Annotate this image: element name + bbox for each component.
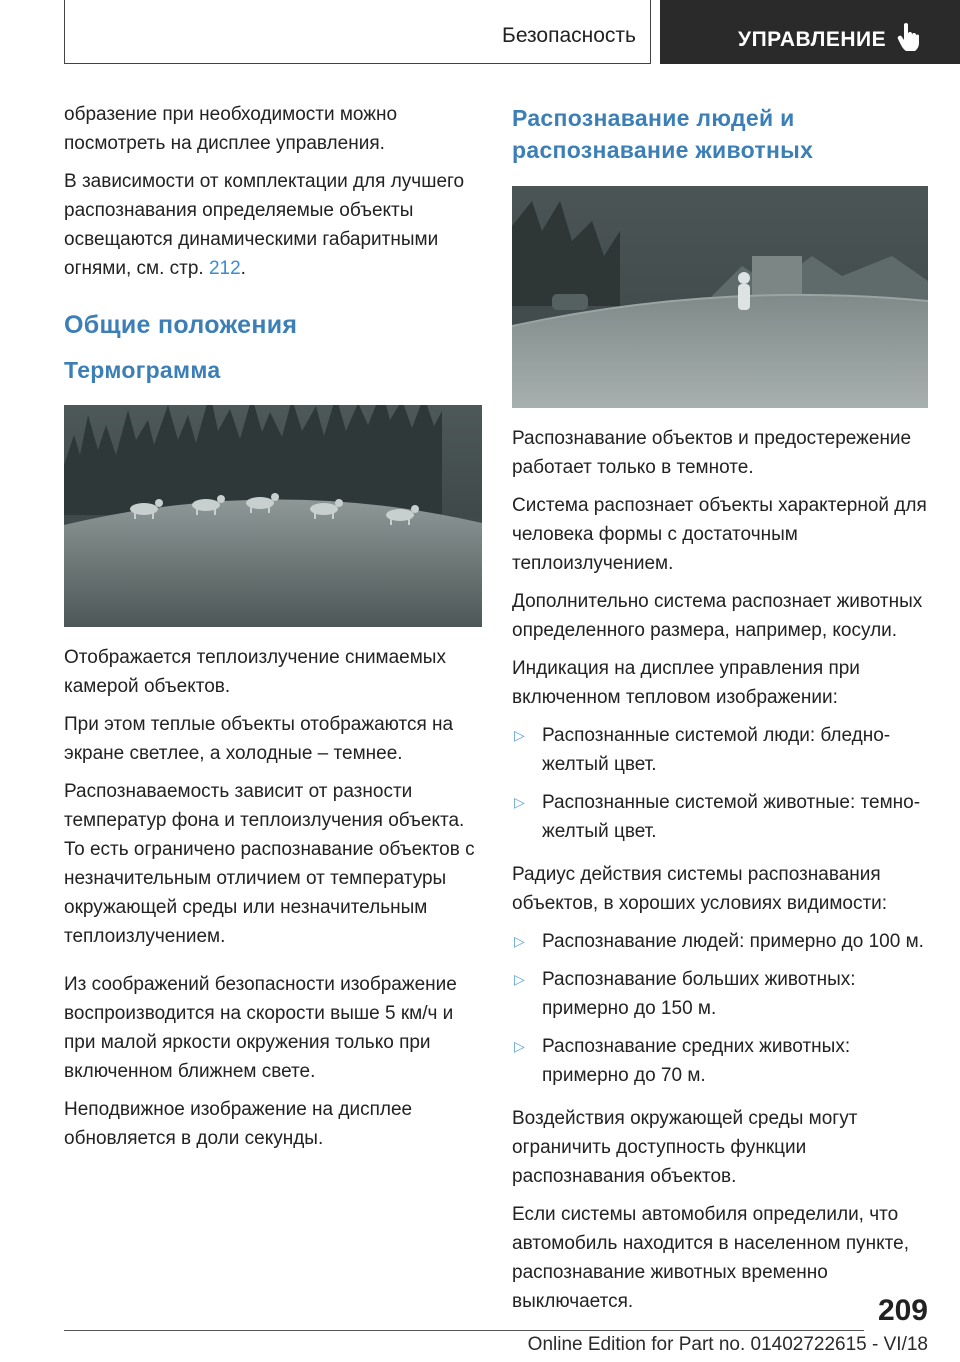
left-column	[64, 100, 482, 1162]
paragraph: Система распознает объекты характерной для человека формы с достаточным теплоизлучением.	[512, 495, 927, 574]
paragraph-end: .	[240, 258, 246, 279]
triangle-bullet-icon: ▷	[514, 727, 525, 743]
paragraph: Неподвижное изображение на дисплее обновляется в доли секунды.	[64, 1099, 413, 1149]
triangle-bullet-icon: ▷	[514, 933, 525, 949]
edition-footer: Online Edition for Part no. 01402722615 - VI/18	[527, 1334, 928, 1355]
chapter-tab-label: УПРАВЛЕНИЕ	[738, 28, 887, 51]
paragraph: образение при необходимости можно посмотреть на дисплее управления.	[64, 104, 398, 154]
list-item-text: Распознавание больших животных: примерно до 150 м.	[542, 969, 856, 1019]
paragraph: Если системы автомобиля определили, что автомобиль находится в населенном пункте, распознавание животных временно выключается.	[512, 1204, 909, 1312]
list-item	[512, 721, 930, 779]
paragraph: Дополнительно система распознает животных определенного размера, например, косули.	[512, 591, 923, 641]
list-item-text: Распознавание средних животных: примерно до 70 м.	[542, 1036, 851, 1086]
list-item	[512, 1032, 930, 1090]
header-bottom-rule	[64, 63, 651, 64]
triangle-bullet-icon: ▷	[514, 794, 525, 810]
pointing-hand-icon	[896, 22, 920, 54]
paragraph-text: В зависимости от комплектации для лучшего распознавания определяемые объекты освещаются динамическими габаритными огнями, см. стр.	[64, 171, 465, 279]
triangle-bullet-icon: ▷	[514, 1038, 525, 1054]
thermal-image-pedestrian	[512, 186, 928, 408]
triangle-bullet-icon: ▷	[514, 971, 525, 987]
paragraph: Радиус действия системы распознавания объектов, в хороших условиях видимости:	[512, 864, 888, 914]
paragraph: Воздействия окружающей среды могут ограничить доступность функции распознавания объектов.	[512, 1108, 858, 1187]
paragraph: Распознаваемость зависит от разности температур фона и теплоизлучения объекта. То есть ограничено распознавание объектов с незначительным отличием от температуры окружающей среды или незначительным теплоизлучением.	[64, 781, 475, 947]
paragraph	[64, 167, 482, 283]
list-item-text: Распознанные системой люди: бледно-желтый цвет.	[542, 725, 891, 775]
paragraph: Отображается теплоизлучение снимаемых камерой объектов.	[64, 647, 446, 697]
section-title: Безопасность	[502, 24, 636, 47]
paragraph: При этом теплые объекты отображаются на экране светлее, а холодные – темнее.	[64, 714, 454, 764]
heading-thermogram: Термограмма	[64, 357, 221, 383]
header-right-rule	[650, 0, 651, 64]
paragraph: Распознавание объектов и предостережение работает только в темноте.	[512, 428, 912, 478]
thermal-image-animals	[64, 405, 482, 627]
list-indication	[512, 721, 930, 846]
list-item-text: Распознанные системой животные: темно-желтый цвет.	[542, 792, 921, 842]
list-range	[512, 927, 930, 1090]
paragraph: Из соображений безопасности изображение воспроизводится на скорости выше 5 км/ч и при малой яркости окружения только при включенном ближнем свете.	[64, 974, 457, 1082]
heading-recognition: Распознавание людей и распознавание животных	[512, 105, 814, 163]
right-column	[512, 100, 930, 1325]
list-item-text: Распознавание людей: примерно до 100 м.	[542, 931, 924, 952]
list-item	[512, 965, 930, 1023]
heading-general: Общие положения	[64, 311, 298, 339]
list-item	[512, 927, 930, 956]
list-item	[512, 788, 930, 846]
header-left-rule	[64, 0, 65, 64]
page-link[interactable]: 212	[208, 258, 241, 279]
paragraph: Индикация на дисплее управления при включенном тепловом изображении:	[512, 658, 860, 708]
footer-rule	[64, 1330, 864, 1331]
page-number: 209	[877, 1294, 928, 1327]
